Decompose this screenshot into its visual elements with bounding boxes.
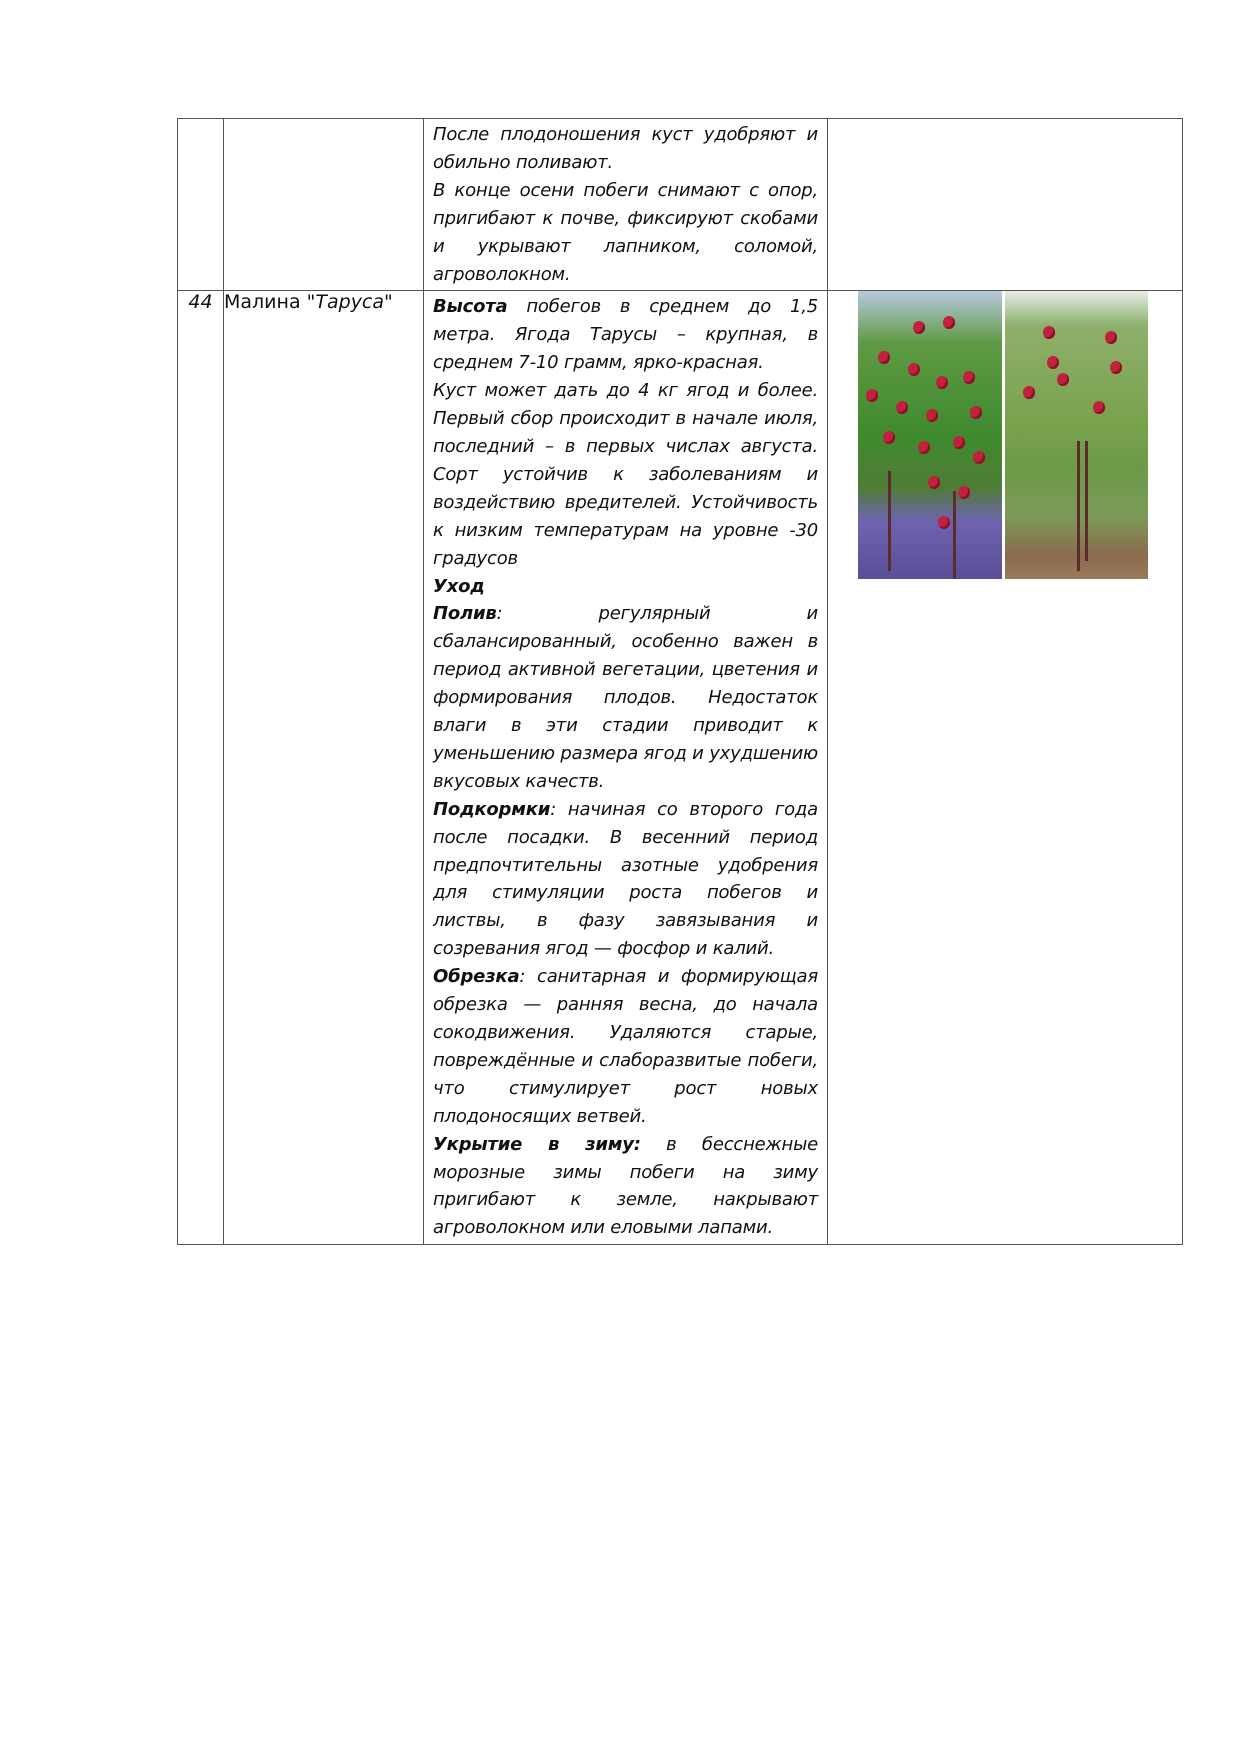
description-paragraph: Укрытие в зиму: в бесснежные морозные зимы побеги на зиму пригибают к земле, накрывают агроволокном или еловыми лапами.: [433, 1133, 818, 1239]
term-height: Высота: [433, 296, 508, 318]
raspberry-bush-closeup-image: [858, 291, 1002, 579]
raspberry-photo: [858, 291, 1148, 579]
term-watering: Полив: [433, 603, 497, 625]
plants-table: [177, 118, 1183, 1245]
table-row: [178, 119, 1183, 291]
term-pruning: Обрезка: [433, 966, 520, 988]
plant-name-plain: Малина: [224, 291, 307, 314]
description-text: [424, 291, 827, 1244]
plant-name-cell: [224, 291, 424, 1245]
photo-cell: [828, 291, 1183, 1245]
description-paragraph: [433, 573, 818, 601]
description-paragraph: Полив: регулярный и сбалансированный, особенно важен в период активной вегетации, цветения и формирования плодов. Недостаток влаги в эти стадии приводит к уменьшению размера ягод и ухудшению вкусовых качеств.: [433, 603, 818, 792]
row-number-cell: 44: [178, 291, 224, 1245]
photo-cell: [828, 119, 1183, 291]
term-care: Уход: [433, 575, 485, 597]
description-paragraph: Обрезка: санитарная и формирующая обрезка — ранняя весна, до начала сокодвижения. Удаляются старые, повреждённые и слаборазвитые побеги, что стимулирует рост новых плодоносящих ветвей.: [433, 966, 818, 1127]
term-winter-cover: Укрытие в зиму:: [433, 1133, 641, 1155]
row-number-cell: [178, 119, 224, 291]
plant-name-cell: [224, 119, 424, 291]
description-text: [424, 119, 827, 290]
description-cell: [424, 291, 828, 1245]
description-paragraph: Куст может дать до 4 кг ягод и более. Первый сбор происходит в начале июля, последний – в первых числах августа. Сорт устойчив к заболеваниям и воздействию вредителей. Устойчивость к низким температурам на уровне -30 градусов: [433, 380, 818, 569]
table-row: [178, 291, 1183, 1245]
description-paragraph: Подкормки: начиная со второго года после посадки. В весенний период предпочтительны азотные удобрения для стимуляции роста побегов и листвы, в фазу завязывания и созревания ягод — фосфор и калий.: [433, 798, 818, 960]
description-cell: [424, 119, 828, 291]
plant-variety-name: "Таруса": [306, 291, 393, 314]
raspberry-tree-image: [1005, 291, 1149, 579]
term-feeding: Подкормки: [433, 798, 551, 820]
description-paragraph: После плодоношения куст удобряют и обильно поливают.: [433, 124, 818, 173]
description-paragraph: В конце осени побеги снимают с опор, пригибают к почве, фиксируют скобами и укрывают лапником, соломой, агроволокном.: [433, 179, 818, 285]
description-paragraph: Высота побегов в среднем до 1,5 метра. Ягода Тарусы – крупная, в среднем 7-10 грамм, ярко-красная.: [433, 296, 818, 374]
